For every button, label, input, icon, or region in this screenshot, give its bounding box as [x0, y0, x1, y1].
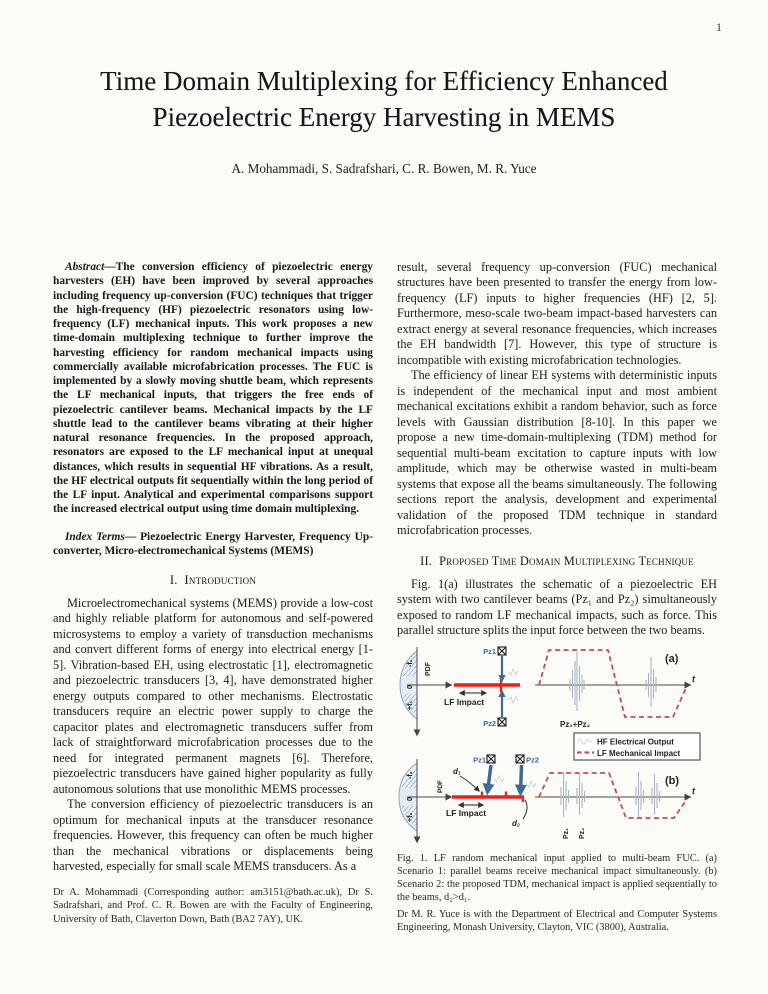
- axis-label-zero: 0: [407, 796, 414, 801]
- d2-distance-label: d₂: [512, 818, 520, 828]
- pz1-impact-arrow-icon: [488, 765, 492, 792]
- burst1-label: Pz₁: [563, 827, 570, 839]
- section-number: I.: [169, 573, 178, 587]
- legend-lf-label: LF Mechanical Impact: [597, 748, 681, 758]
- panel-b-tag: (b): [665, 774, 680, 787]
- section-number: II.: [420, 553, 433, 568]
- hf-burst: [577, 774, 585, 815]
- panel-a-tag: (a): [665, 652, 679, 665]
- hf-burst: [561, 772, 569, 817]
- right-column: [397, 260, 717, 962]
- axis-label-pos-f1: +f₁: [407, 700, 414, 710]
- panel-b-waveform: [535, 772, 696, 839]
- two-column-body: [53, 260, 717, 962]
- axis-label-pos-f2: +f₂: [407, 812, 414, 822]
- pz-sum-label: Pz₁+Pz₂: [560, 719, 591, 729]
- panel-b: [399, 755, 696, 842]
- lf-mechanical-impact-waveform: [539, 650, 686, 717]
- paper-title: Time Domain Multiplexing for Efficiency Enhanced Piezoelectric Energy Harvesting in MEMS: [100, 66, 668, 132]
- figure-1-diagram: [397, 645, 719, 845]
- tdm-paragraph-1: Fig. 1(a) illustrates the schematic of a piezoelectric EH system with two cantilever beams (Pz₁ and Pz₂) simultaneously exposed to random LF mechanical impacts, such as force. This parallel structure splits the input force between the two beams.: [397, 576, 717, 638]
- hf-ghost-squiggle-icon: [526, 781, 536, 787]
- abstract-paragraph: [53, 260, 373, 517]
- hf-ghost-squiggle-icon: [508, 669, 518, 675]
- pz2-label: Pz2: [526, 755, 539, 765]
- intro-paragraph-1: Microelectromechanical systems (MEMS) provide a low-cost and highly reliable platform for autonomous and self-powered microsystems to employ a variety of transduction mechanisms and convert different forms of energy into electrical energy [1-5]. Vibration-based EH, using electrostatic [1], electromagnetic and piezoelectric transducers [3, 4], have demonstrated higher energy outputs compared to other mechanisms. Electrostatic transducers require an electric power supply to charge the capacitor plates and electromagnetic transducers suffer from lack of straightforward microfabrication processes due to the need for integrated permanent magnets [6]. Therefore, piezoelectric transducers have gained higher popularity as fully autonomous solutions that use monolithic MEMS processes.: [53, 596, 373, 796]
- panel-a: [400, 647, 696, 735]
- pz2-anchor-box-icon: [516, 755, 524, 763]
- authors-line: A. Mohammadi, S. Sadrafshari, C. R. Bowen, M. R. Yuce: [231, 161, 537, 177]
- burst2-label: Pz₂: [579, 827, 586, 839]
- panel-a-shuttle: [444, 647, 520, 728]
- pz2-anchor-box-icon: [498, 718, 506, 726]
- time-axis-label: t: [692, 785, 695, 796]
- hf-ghost-squiggle-icon: [494, 776, 504, 782]
- hf-burst: [636, 772, 644, 817]
- hf-burst: [646, 657, 656, 707]
- intro-paragraph-2: The conversion efficiency of piezoelectric transducers is an optimum for mechanical inputs at the transducer resonance frequencies. However, this frequency can often be much higher than the mechanical vibrations or displacements being harvested, especially for small scale MEMS transducers. As a: [53, 797, 373, 874]
- pz2-label: Pz2: [483, 718, 496, 728]
- abstract-label: Abstract: [65, 261, 105, 273]
- pdf-axis-label: PDF: [437, 779, 444, 793]
- index-terms-paragraph: [53, 530, 373, 559]
- d1-pointer-arrow-icon: [460, 776, 479, 791]
- pz1-label: Pz1: [473, 755, 486, 765]
- abstract-text: —The conversion efficiency of piezoelectric energy harvesters (EH) have been improved by several approaches including frequency up-conversion (FUC) techniques that trigger the high-frequency (HF) piezoelectric resonators using low-frequency (LF) mechanical inputs. This work proposes a new time-domain multiplexing technique to further improve the harvesting efficiency for random mechanical impacts using commercially available microfabrication processes. The FUC is implemented by a slowly moving shuttle beam, which represents the LF mechanical inputs, that triggers the free ends of piezoelectric cantilever beams. Mechanical impacts by the LF shuttle lead to the cantilever beams vibrating at their higher natural resonance frequencies. In the proposed approach, resonators are exposed to the LF mechanical input at unequal distances, which results in sequential HF vibrations. As a result, the HF electrical outputs fit sequentially within the long period of the LF input. Analytical and experimental comparisons support the increased electrical output using time domain multiplexing.: [53, 261, 373, 516]
- figure-1-caption: Fig. 1. LF random mechanical input applied to multi-beam FUC. (a) Scenario 1: parallel beams receive mechanical impact simultaneously. (b) Scenario 2: the proposed TDM, mechanical impact is applied sequentially to the beams, d₂>d₁.: [397, 852, 717, 903]
- section-title: Proposed Time Domain Multiplexing Technique: [439, 553, 694, 568]
- lf-impact-label: LF Impact: [446, 807, 487, 818]
- legend-hf-label: HF Electrical Output: [597, 737, 674, 747]
- pz2-impact-arrow-icon: [521, 765, 522, 793]
- d1-distance-label: d₁: [453, 766, 461, 776]
- d2-pointer-curve-icon: [523, 800, 527, 819]
- hf-burst: [570, 652, 584, 711]
- section-heading-introduction: [53, 573, 373, 588]
- figure-1: [397, 645, 717, 904]
- lf-impact-label: LF Impact: [444, 696, 485, 707]
- intro-paragraph-2-continued: result, several frequency up-conversion (FUC) mechanical structures have been presented to transfer the energy from low-frequency (LF) inputs to higher frequencies (HF) [2, 5]. Furthermore, meso-scale two-beam impact-based harvesters can extract energy at several resonance frequencies, which increases the EH bandwidth [7]. However, this type of structure is incompatible with existing microfabrication technologies.: [397, 260, 717, 367]
- hf-ghost-squiggle-icon: [508, 697, 518, 703]
- affiliation-footnote-right: Dr M. R. Yuce is with the Department of Electrical and Computer Systems Engineering, Monash University, Clayton, VIC (3800), Australia.: [397, 908, 717, 933]
- section-heading-tdm: [397, 554, 717, 569]
- panel-a-waveform: [535, 650, 696, 729]
- pz1-label: Pz1: [483, 646, 496, 656]
- intro-paragraph-3: The efficiency of linear EH systems with deterministic inputs is independent of the mechanical input and most ambient mechanical excitations exhibit a random behavior, such as force levels with Gaussian distribution [8-10]. In this paper we propose a new time-domain-multiplexing (TDM) method for sequential multi-beam excitation to capture inputs with low amplitude, which may be otherwise wasted in multi-beam systems that expose all the beams simultaneously. The following sections report the analysis, development and experimental validation of the proposed TDM technique in standard microfabrication processes.: [397, 368, 717, 538]
- left-column: [53, 260, 373, 962]
- panel-a-pdf-plot: [400, 647, 451, 735]
- affiliation-footnote-left: Dr A. Mohammadi (Corresponding author: am3151@bath.ac.uk), Dr S. Sadrafshari, and Prof. C. R. Bowen are with the Faculty of Engineering, University of Bath, Claverton Down, Bath (BA2 7AY), UK.: [53, 887, 373, 925]
- axis-label-neg-f1: -f₁: [407, 659, 414, 667]
- index-terms-label: Index Terms: [65, 530, 125, 543]
- section-title: Introduction: [184, 573, 257, 587]
- pz1-anchor-box-icon: [498, 647, 506, 655]
- pz1-anchor-box-icon: [487, 755, 495, 763]
- axis-label-zero: 0: [407, 684, 414, 689]
- figure-legend: [574, 733, 700, 760]
- hf-burst: [652, 774, 660, 815]
- axis-label-neg-f2: -f₂: [407, 770, 414, 779]
- index-terms-text: — Piezoelectric Energy Harvester, Frequency Up-converter, Micro-electromechanical Systems (MEMS): [53, 530, 373, 557]
- page-number: 1: [716, 20, 722, 34]
- time-axis-label: t: [692, 673, 695, 684]
- panel-b-shuttle: [446, 755, 539, 828]
- panel-b-pdf-plot: [399, 759, 451, 842]
- pdf-axis-label: PDF: [425, 661, 432, 676]
